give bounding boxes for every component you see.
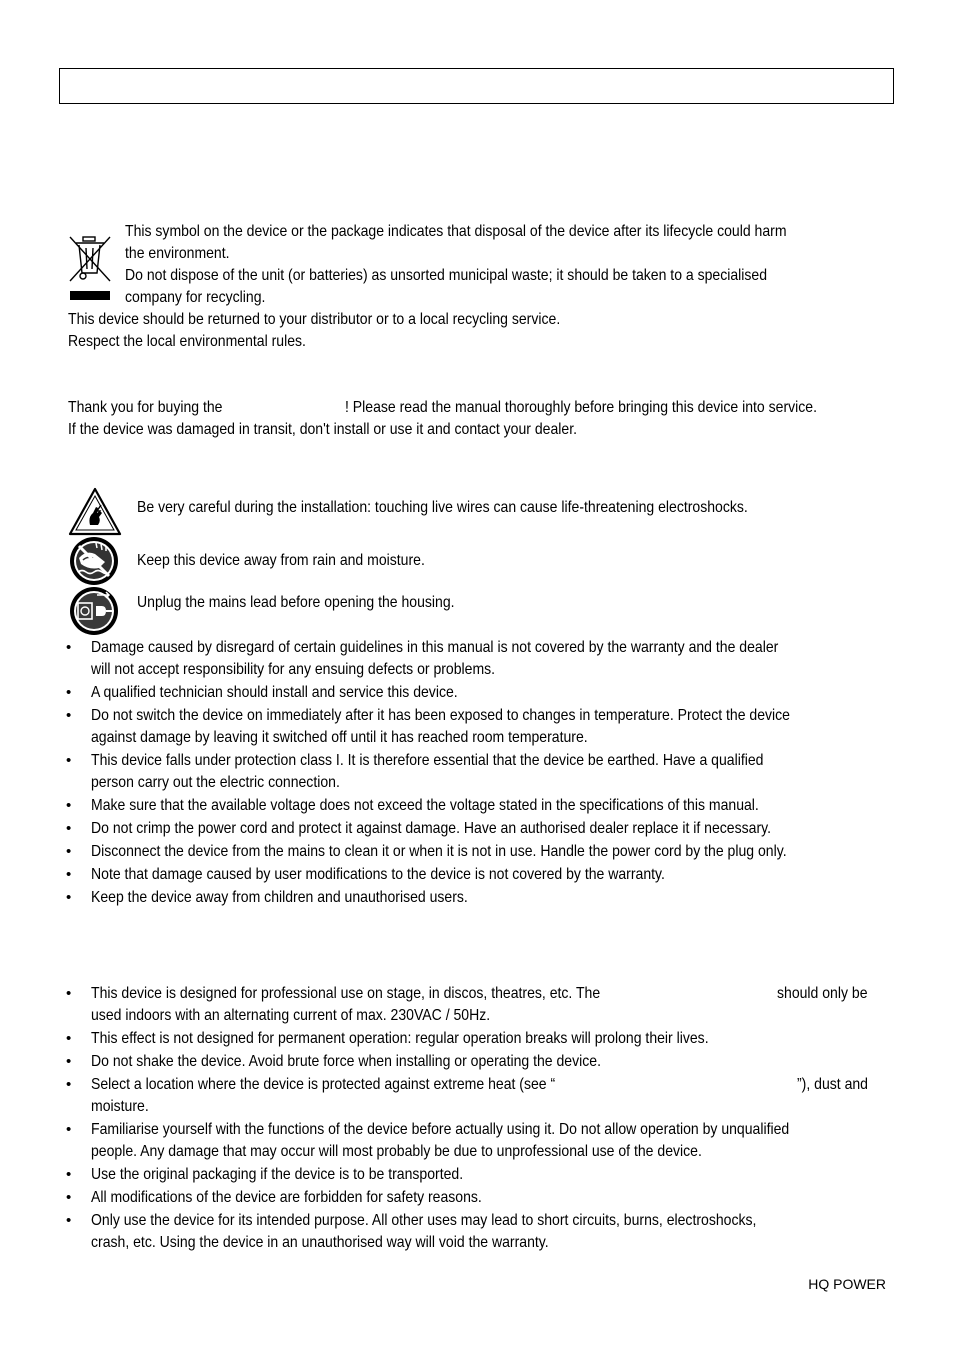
env-line-2: the environment. — [125, 245, 230, 262]
title-box — [59, 68, 894, 104]
intro-damage-line: If the device was damaged in transit, don't install or use it and contact your dealer. — [68, 421, 577, 438]
list-item: • All modifications of the device are forbidden for safety reasons. — [66, 1187, 867, 1209]
env-line-3: Do not dispose of the unit (or batteries) as unsorted municipal waste; it should be taken to a specialised — [125, 267, 768, 284]
list-item: • Damage caused by disregard of certain guidelines in this manual is not covered by the warranty and the dealer will not accept responsibility for any ensuing defects or problems. — [66, 637, 868, 681]
electrical-hazard-icon — [68, 487, 122, 537]
list-item: • Do not crimp the power cord and protect it against damage. Have an authorised dealer replace it if necessary. — [66, 818, 868, 840]
unplug-icon — [69, 586, 119, 636]
intro-thanks-start: Thank you for buying the — [68, 399, 223, 416]
general-bullet-list — [66, 983, 867, 1254]
list-item: • Do not shake the device. Avoid brute force when installing or operating the device. — [66, 1051, 867, 1073]
env-line-6: Respect the local environmental rules. — [68, 333, 306, 350]
list-item: • A qualified technician should install and service this device. — [66, 682, 868, 704]
env-line-1: This symbol on the device or the package indicates that disposal of the device after its lifecycle could harm — [125, 223, 787, 240]
hazard-text: Be very careful during the installation: touching live wires can cause life-threatening electroshocks. — [137, 499, 748, 516]
list-item: • Note that damage caused by user modifications to the device is not covered by the warranty. — [66, 864, 868, 886]
list-item: • Familiarise yourself with the functions of the device before actually using it. Do not allow operation by unqualified people. Any damage that may occur will most probably be due to unprofessional use of the device. — [66, 1119, 867, 1163]
crossed-bin-icon — [66, 233, 114, 303]
list-item: • This device falls under protection class I. It is therefore essential that the device be earthed. Have a qualified person carry out the electric connection. — [66, 750, 868, 794]
list-item: • Do not switch the device on immediately after it has been exposed to changes in temperature. Protect the device against damage by leaving it switched off until it has reached room temperature. — [66, 705, 868, 749]
env-line-5: This device should be returned to your distributor or to a local recycling service. — [68, 311, 561, 328]
list-item: • Only use the device for its intended purpose. All other uses may lead to short circuits, burns, electroshocks, crash, etc. Using the device in an unauthorised way will void the warranty. — [66, 1210, 867, 1254]
list-item: • Keep the device away from children and unauthorised users. — [66, 887, 868, 909]
list-item: • This effect is not designed for permanent operation: regular operation breaks will prolong their lives. — [66, 1028, 867, 1050]
list-item: • Make sure that the available voltage does not exceed the voltage stated in the specifications of this manual. — [66, 795, 868, 817]
intro-thanks-end: ! Please read the manual thoroughly before bringing this device into service. — [345, 399, 817, 416]
unplug-text: Unplug the mains lead before opening the housing. — [137, 594, 455, 611]
list-item: • This device is designed for professional use on stage, in discos, theatres, etc. The should only be used indoors with an alternating current of max. 230VAC / 50Hz. — [66, 983, 867, 1027]
list-item: • Disconnect the device from the mains to clean it or when it is not in use. Handle the power cord by the plug only. — [66, 841, 868, 863]
list-item: • Use the original packaging if the device is to be transported. — [66, 1164, 867, 1186]
footer-brand: HQ POWER — [808, 1276, 886, 1292]
safety-bullet-list — [66, 637, 868, 909]
env-line-4: company for recycling. — [125, 289, 266, 306]
no-water-icon — [69, 536, 119, 586]
moisture-text: Keep this device away from rain and moisture. — [137, 552, 425, 569]
list-item: • Select a location where the device is protected against extreme heat (see “ ”), dust and moisture. — [66, 1074, 867, 1118]
